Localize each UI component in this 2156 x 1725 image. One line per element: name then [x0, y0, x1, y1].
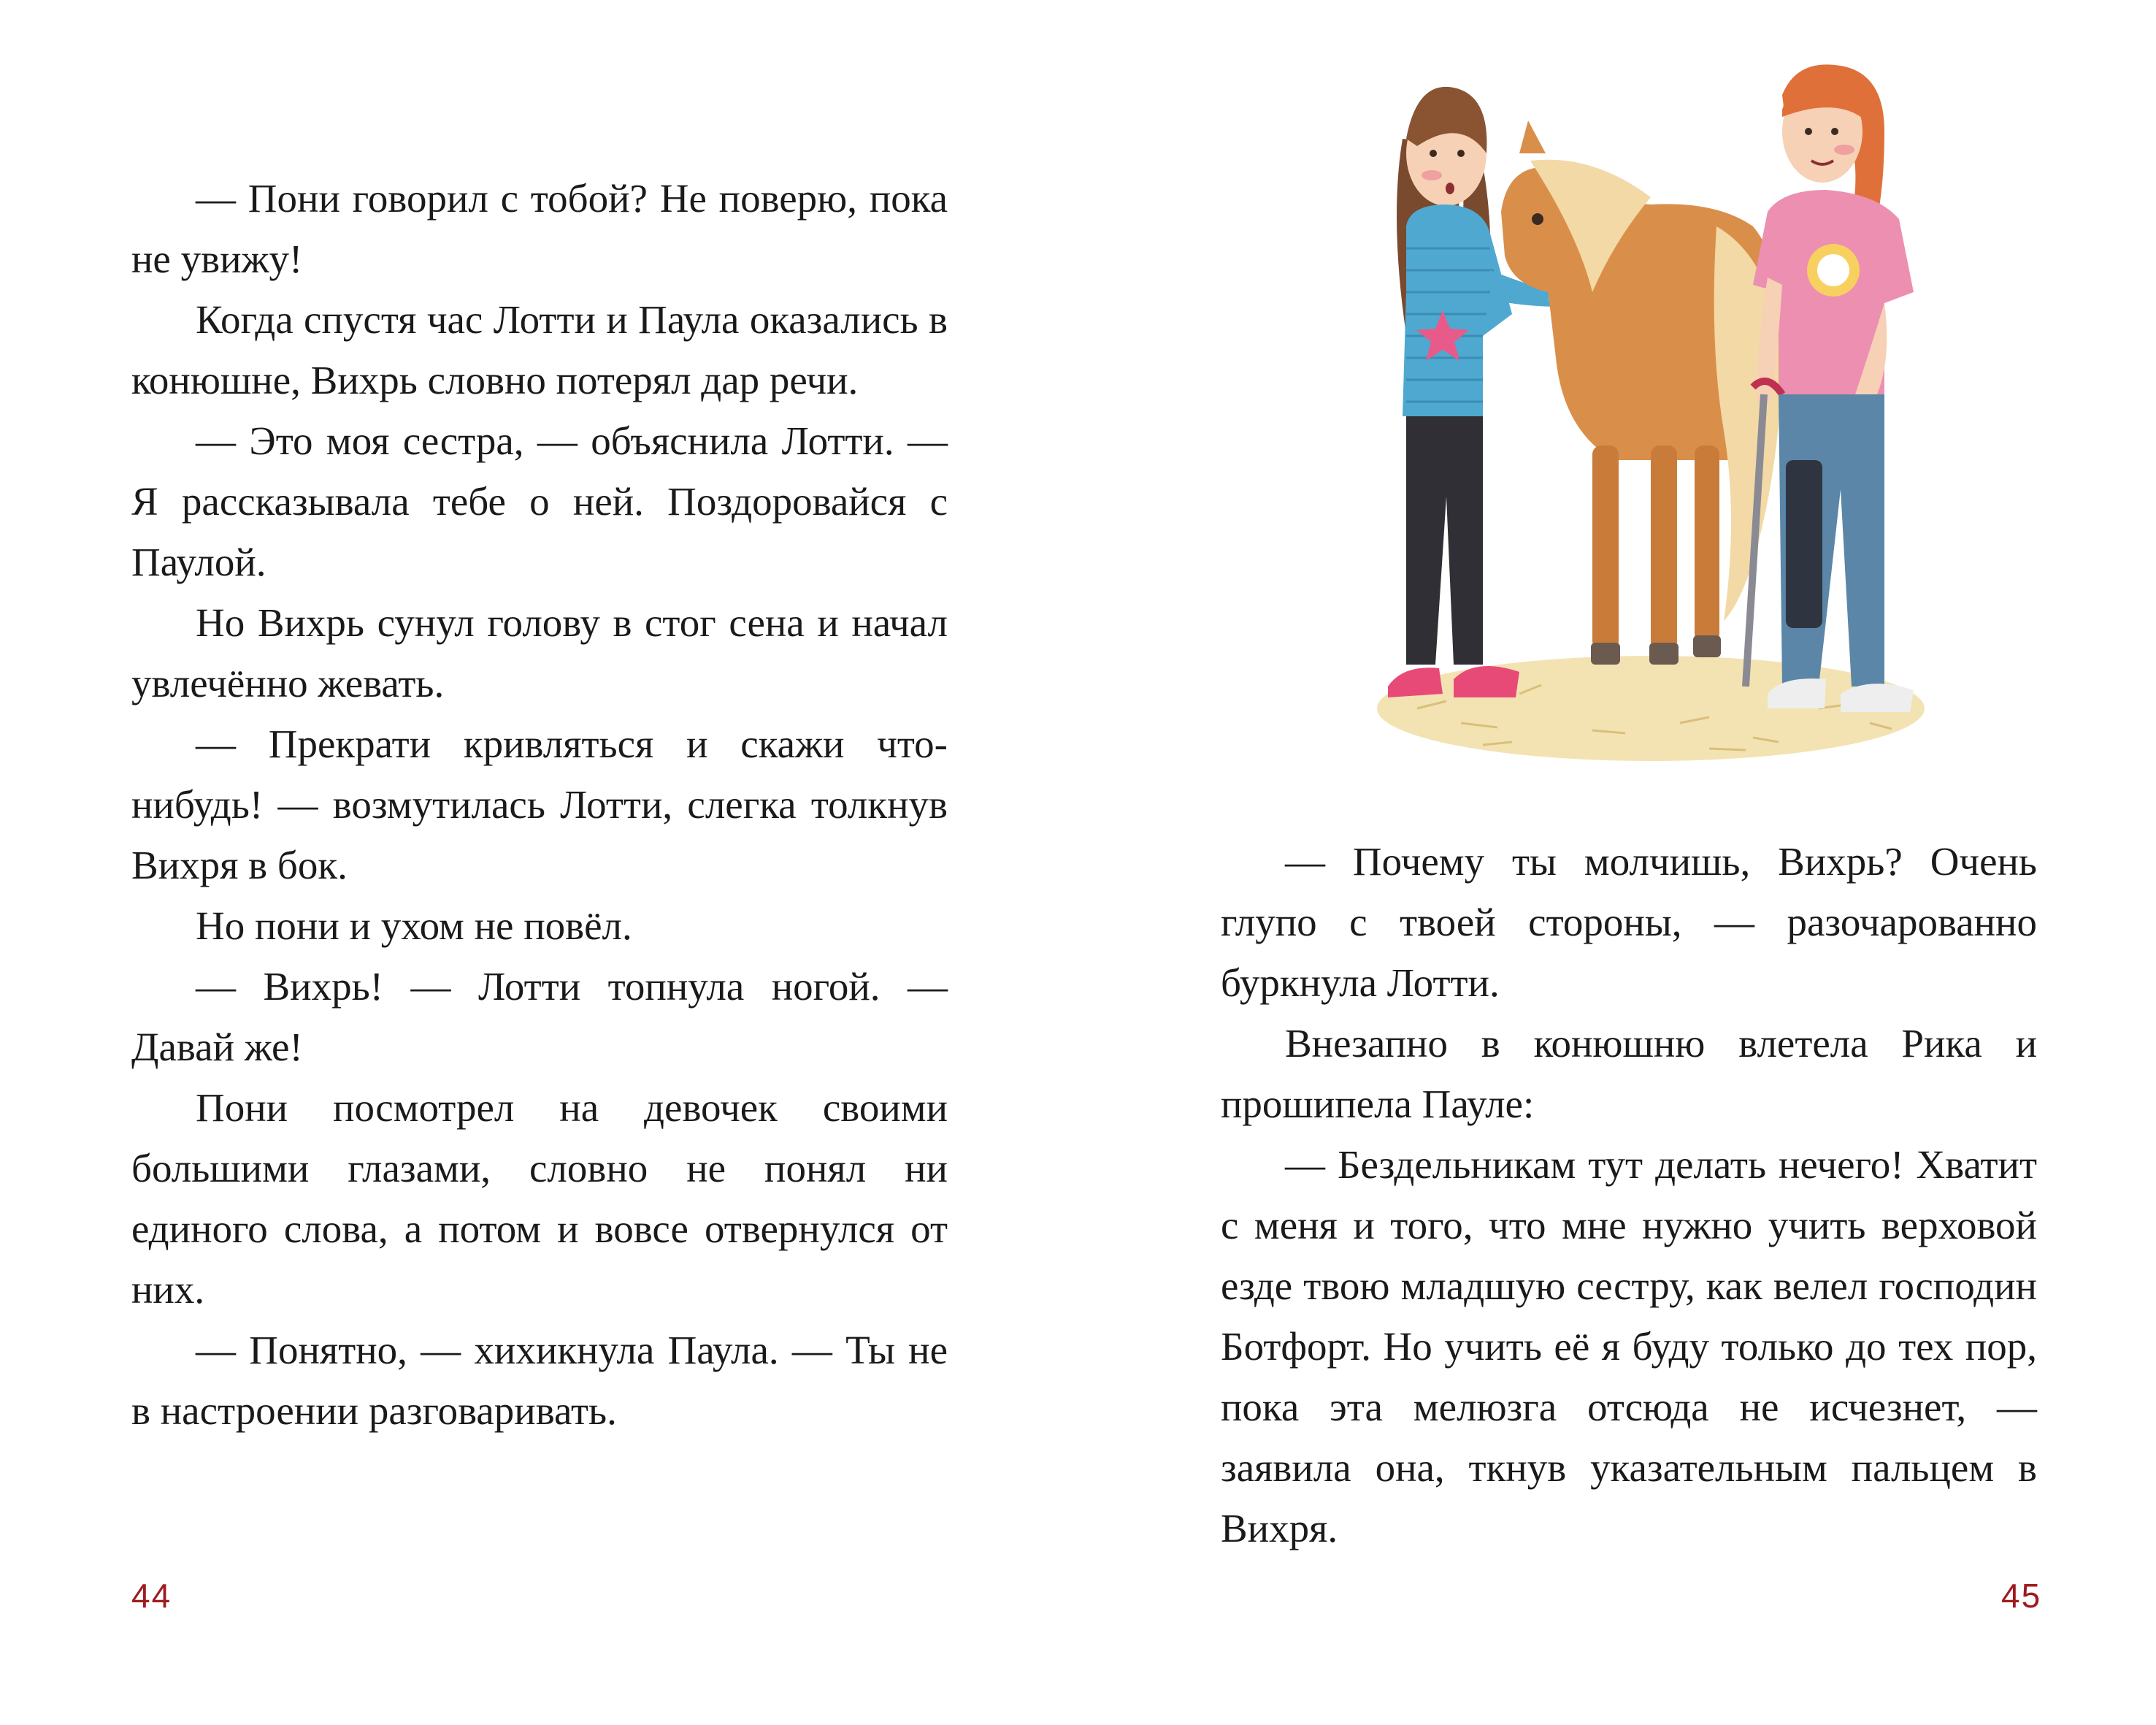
paragraph: Когда спустя час Лотти и Паула оказались в конюшне, Вихрь словно потерял дар речи. [131, 297, 948, 402]
paragraph: — Пони говорил с тобой? Не поверю, пока не увижу! [131, 176, 948, 281]
illustration-girls-with-pony [1373, 51, 1928, 774]
paragraph: — Бездельникам тут делать нечего! Хватит с меня и того, что мне нужно учить верховой езде твою младшую сестру, как велел господин Ботфорт. Но учить её я буду только до тех пор, пока эта мелюзга отсюда не исчезнет, — заявила она, ткнув указательным пальцем в Вихря. [1221, 1142, 2037, 1550]
paragraph: Но пони и ухом не повёл. [196, 903, 632, 948]
paragraph: Пони посмотрел на девочек своими большими глазами, словно не понял ни единого слова, а потом и вовсе отвернулся от них. [131, 1085, 948, 1312]
paragraph: — Вихрь! — Лотти топнула ногой. — Давай же! [131, 964, 948, 1069]
paragraph: — Это моя сестра, — объяснила Лотти. — Я рассказывала тебе о ней. Поздоровайся с Паулой. [131, 418, 948, 584]
page-number: 44 [131, 1577, 172, 1615]
paragraph: Внезапно в конюшню влетела Рика и прошипела Пауле: [1221, 1021, 2037, 1126]
left-page-text [131, 168, 948, 1441]
pony-figure [1501, 121, 1784, 665]
paula-figure [1746, 64, 1914, 712]
right-page [1078, 0, 2156, 1725]
right-page-text [1221, 831, 2037, 1558]
page-number: 45 [2001, 1577, 2042, 1615]
paragraph: — Прекрати кривляться и скажи что-нибудь! — возмутилась Лотти, слегка толкнув Вихря в бок. [131, 722, 948, 887]
paragraph: — Понятно, — хихикнула Паула. — Ты не в настроении разговаривать. [131, 1328, 948, 1433]
paragraph: Но Вихрь сунул голову в стог сена и начал увлечённо жевать. [131, 600, 948, 705]
paragraph: — Почему ты молчишь, Вихрь? Очень глупо с твоей стороны, — разочарованно буркнула Лотти. [1221, 839, 2037, 1005]
